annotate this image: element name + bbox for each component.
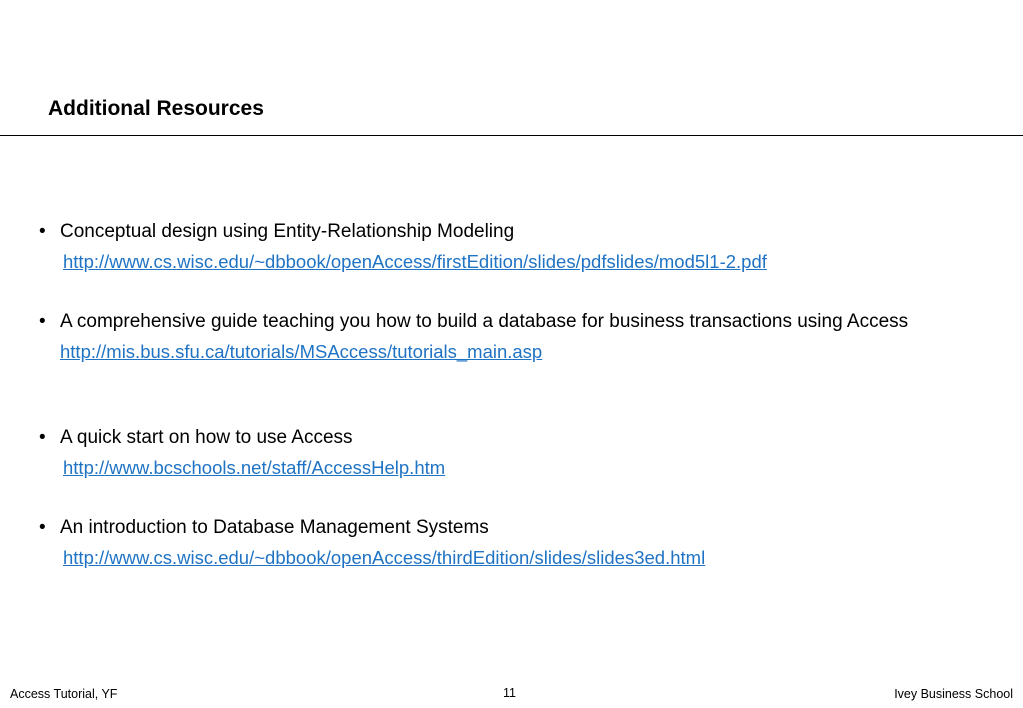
slide-title: Additional Resources bbox=[48, 97, 264, 120]
bullet-marker: • bbox=[39, 517, 46, 538]
bullet-text: An introduction to Database Management Systems bbox=[60, 517, 489, 538]
bullet-item bbox=[39, 309, 939, 364]
bullet-marker: • bbox=[39, 311, 46, 332]
footer-school-label: Ivey Business School bbox=[894, 687, 1013, 701]
title-divider bbox=[0, 135, 1023, 136]
resource-link[interactable]: http://www.cs.wisc.edu/~dbbook/openAccess/firstEdition/slides/pdfslides/mod5l1-2.pdf bbox=[63, 251, 767, 272]
bullet-item bbox=[39, 219, 939, 274]
bullet-text: Conceptual design using Entity-Relationship Modeling bbox=[60, 221, 515, 242]
footer-course-label: Access Tutorial, YF bbox=[10, 687, 118, 701]
footer-page-number: 11 bbox=[503, 686, 516, 700]
resource-link[interactable]: http://www.cs.wisc.edu/~dbbook/openAccess/thirdEdition/slides/slides3ed.html bbox=[63, 547, 706, 568]
bullet-marker: • bbox=[39, 427, 46, 448]
bullet-text: A quick start on how to use Access bbox=[60, 427, 353, 448]
bullet-marker: • bbox=[39, 221, 46, 242]
resource-link[interactable]: http://mis.bus.sfu.ca/tutorials/MSAccess/tutorials_main.asp bbox=[60, 341, 543, 362]
bullet-text: A comprehensive guide teaching you how to build a database for business transactions using Access bbox=[60, 311, 909, 332]
bullet-item bbox=[39, 515, 939, 570]
resource-link[interactable]: http://www.bcschools.net/staff/AccessHelp.htm bbox=[63, 457, 446, 478]
bullet-item bbox=[39, 425, 939, 480]
